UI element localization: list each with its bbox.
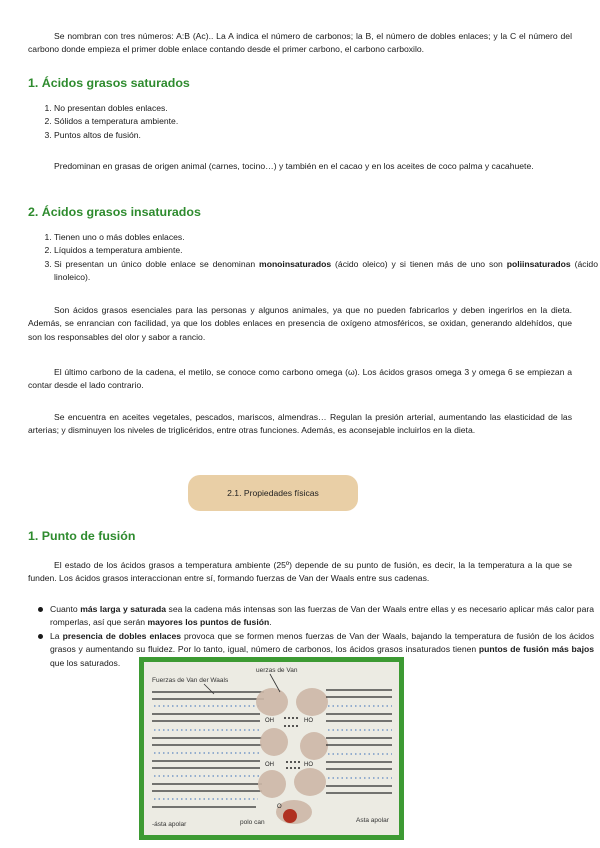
omega-paragraph: El último carbono de la cadena, el metilo, se conoce como carbono omega (ω). Los ácidos grasos omega 3 y omega 6 se empiezan a contar desde el lado contrario. (28, 367, 572, 391)
list-item: 1. Tienen uno o más dobles enlaces. (54, 231, 598, 244)
melting-paragraph: El estado de los ácidos grasos a temperatura ambiente (25º) depende de su punto de fusión, es decir, la la temperatura a la que se funden. Los ácidos grasos interaccionan entre sí, formando fuerzas de Van der Waals entre sus cadenas. (28, 560, 572, 584)
section-title-saturated: 1. Ácidos grasos saturados (28, 76, 190, 90)
subsection-badge: 2.1. Propiedades físicas (188, 475, 358, 511)
label-bottom-mid: polo can (240, 819, 265, 826)
lipid-diagram (144, 662, 399, 835)
label-oh-2: OH (265, 762, 274, 768)
label-top: uerzas de Van (256, 667, 298, 674)
ion-icon (283, 809, 297, 823)
list-item: 3. Puntos altos de fusión. (54, 129, 598, 142)
label-oh: OH (265, 718, 274, 724)
intro-paragraph: Se nombran con tres números: A:B (Ac).. La A indica el número de carbonos; la B, el número de dobles enlaces; y la C el número del carbono donde empieza el primer doble enlace contando desde el primer carbono, el carbono carboxilo. (28, 31, 572, 55)
label-ho: HO (304, 718, 313, 724)
unsaturated-list (28, 231, 598, 285)
label-bottom-left: -ásta apolar (152, 821, 187, 828)
term-polyunsaturated: poliinsaturados (506, 258, 571, 269)
list-item: 1. No presentan dobles enlaces. (54, 102, 598, 115)
list-item: Cuanto más larga y saturada sea la cadena más intensas son las fuerzas de Van der Waals entre ellas y es necesario aplicar más calor para romperlas, así que serán mayores los puntos de fusión. (50, 603, 594, 630)
essential-paragraph: Son ácidos grasos esenciales para las personas y algunos animales, ya que no pueden fabricarlos y deben ingerirlos en la dieta. Además, se enrancian con facilidad, ya que los dobles enlaces en presencia de oxígeno atmosféricos, se oxidan, generando aldehídos, que son los responsables del olor y sabor a rancio. (28, 305, 572, 342)
label-ho-2: HO (304, 762, 313, 768)
list-item: 3. Si presentan un único doble enlace se denominan monoinsaturados (ácido oleico) y si tienen más de uno son poliinsaturados (ácido linoleico). (54, 258, 598, 285)
label-bottom-right: Asta apolar (356, 817, 389, 824)
term-monounsaturated: monoinsaturados (259, 258, 332, 269)
label-left: Fuerzas de Van der Waals (152, 677, 229, 684)
list-item: 2. Líquidos a temperatura ambiente. (54, 244, 598, 257)
saturated-paragraph: Predominan en grasas de origen animal (carnes, tocino…) y también en el cacao y en los aceites de coco palma y cacahuete. (54, 161, 534, 171)
section-title-melting-point: 1. Punto de fusión (28, 529, 136, 543)
list-item: 2. Sólidos a temperatura ambiente. (54, 115, 598, 128)
label-o: O (277, 804, 282, 810)
lipid-diagram-figure (139, 657, 404, 840)
list-item: La presencia de dobles enlaces provoca que se formen menos fuerzas de Van der Waals, bajando la temperatura de fusión de los ácidos grasos y aumentando su fluidez. Por lo tanto, igual, número de carbonos, los ácidos grasos insaturados tienen puntos de fusión más bajos que los saturados. (50, 630, 594, 670)
sources-paragraph: Se encuentra en aceites vegetales, pescados, mariscos, almendras… Regulan la presión arterial, aumentando las elasticidad de las arterias; y disminuyen los niveles de triglicéridos, entre otras funciones. Además, es aconsejable incluirlos en la dieta. (28, 412, 572, 436)
section-title-unsaturated: 2. Ácidos grasos insaturados (28, 205, 201, 219)
saturated-list (28, 102, 598, 142)
